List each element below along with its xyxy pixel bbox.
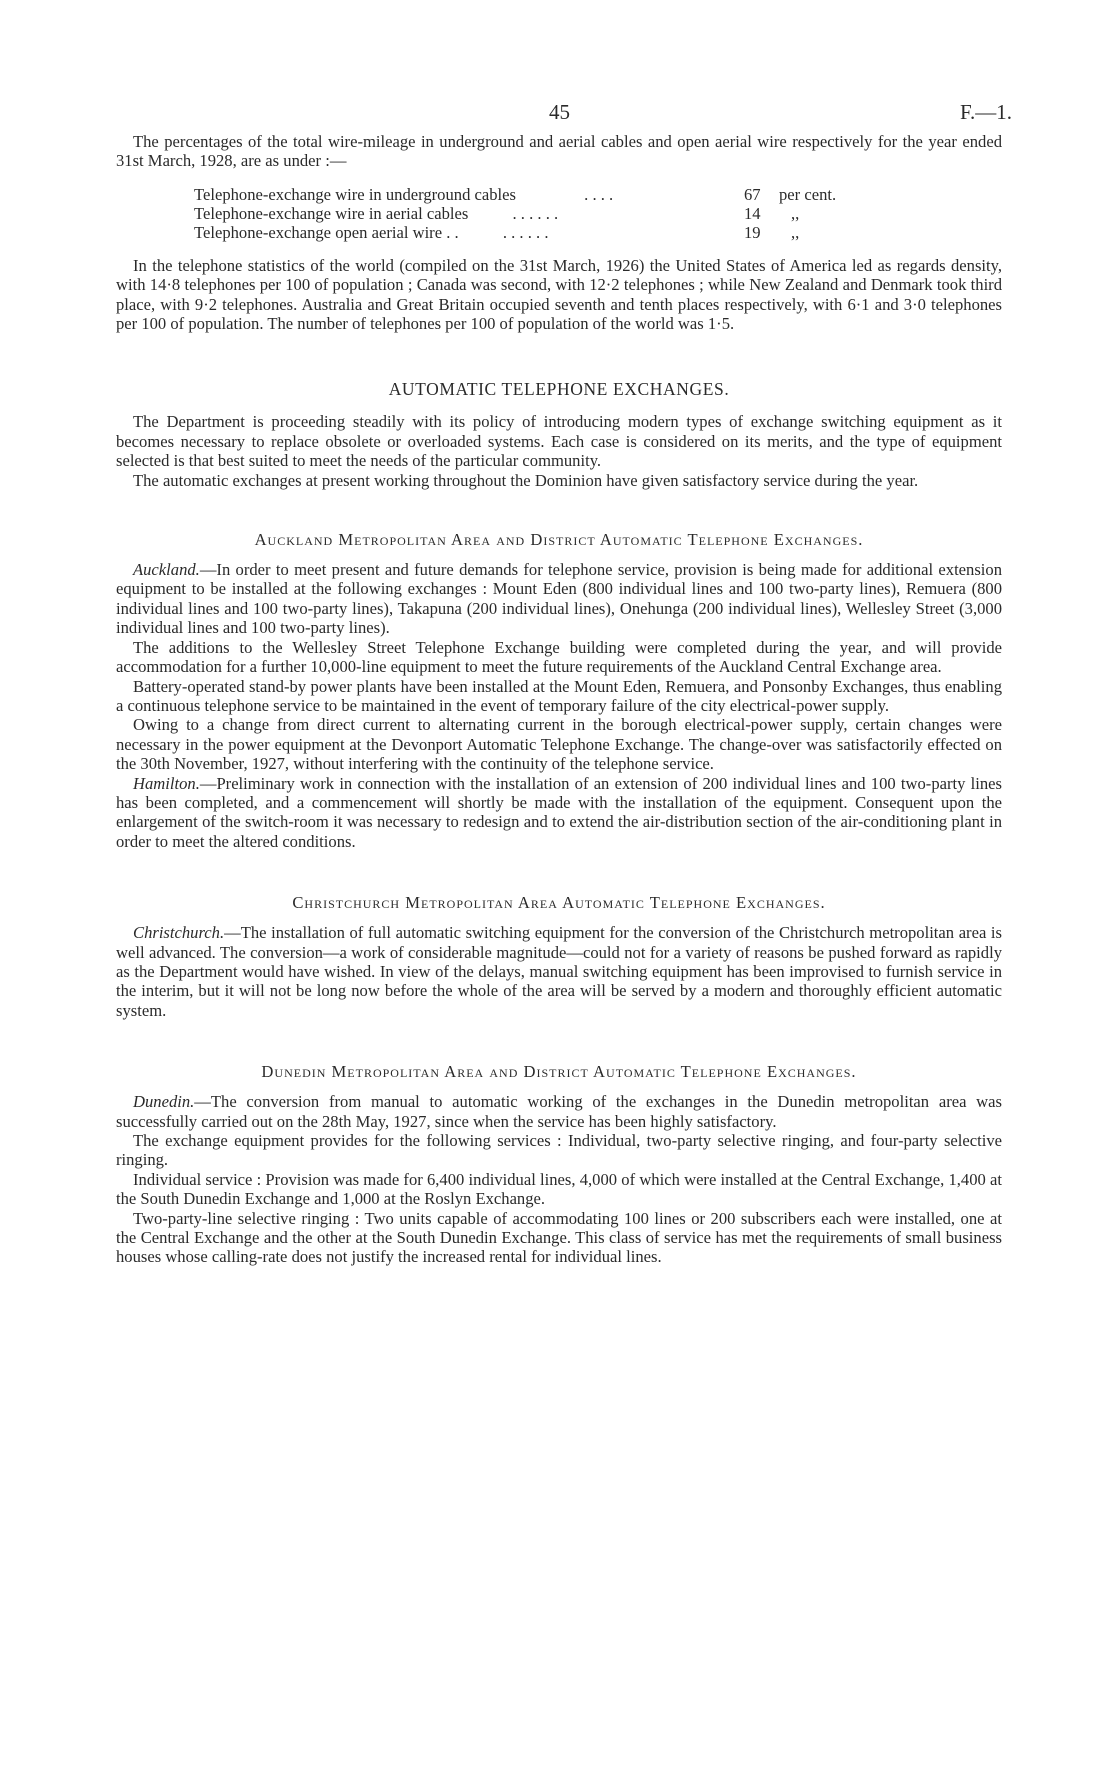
christchurch-paragraph xyxy=(116,923,1002,1020)
table-row xyxy=(194,185,836,204)
document-page xyxy=(116,100,1012,1267)
auckland-heading: Auckland Metropolitan Area and District Automatic Telephone Exchanges. xyxy=(254,530,864,550)
hamilton-lead-title: Hamilton. xyxy=(133,773,200,793)
row-leaders: . . . . . . xyxy=(512,203,559,223)
wire-percentage-table xyxy=(194,185,836,242)
dunedin-lead-paragraph xyxy=(116,1092,1002,1131)
dunedin-paragraph: The exchange equipment provides for the following services : Individual, two-party selective ringing, and four-party selective ringing. xyxy=(116,1131,1002,1170)
row-leaders: . . . . xyxy=(584,184,614,204)
auckland-paragraph: Owing to a change from direct current to alternating current in the borough electrical-power supply, certain changes were necessary in the power equipment at the Devonport Automatic Telephone Exchange. The change-over was satisfactorily effected on the 30th November, 1927, without interfering with the continuity of the telephone service. xyxy=(116,715,1002,774)
dunedin-paragraph: Individual service : Provision was made for 6,400 individual lines, 4,000 of which were installed at the Central Exchange, 1,400 at the South Dunedin Exchange and 1,000 at the Roslyn Exchange. xyxy=(116,1169,1002,1209)
table-cell-label xyxy=(194,185,744,204)
automatic-exchanges-paragraph: The Department is proceeding steadily with its policy of introducing modern types of exchange switching equipment as it becomes necessary to replace obsolete or overloaded systems. Each case is considered on its merits, and the type of equipment selected is that best suited to meet the needs of the particular community. xyxy=(116,412,1002,471)
page-header xyxy=(116,100,1012,132)
document-reference: F.—1. xyxy=(960,100,1012,124)
row-value: 19 xyxy=(744,222,761,242)
world-statistics-paragraph: In the telephone statistics of the world (compiled on the 31st March, 1926) the United States of America led as regards density, with 14·8 telephones per 100 of population ; Canada was second, with 12·2 telephones ; while New Zealand and Denmark took third place, with 9·2 telephones. Australia and Great Britain occupied seventh and tenth places respectively, with 6·1 and 3·0 telephones per 100 of population. The number of telephones per 100 of population of the world was 1·5. xyxy=(116,255,1002,334)
table-row xyxy=(194,223,836,242)
table-cell-label xyxy=(194,223,744,242)
row-unit: per cent. xyxy=(779,184,837,204)
table-row xyxy=(194,204,836,223)
auckland-lead-text: —In order to meet present and future demands for telephone service, provision is being made for additional extension equipment to be installed at the following exchanges : Mount Eden (800 individual lines and 100 two-party lines), Remuera (800 individual lines and 100 two-party lines), Takapuna (200 individual lines), Onehunga (200 individual lines), Wellesley Street (3,000 individual lines and 100 two-party lines). xyxy=(116,560,1002,638)
auckland-lead-title: Auckland. xyxy=(133,560,200,580)
row-unit: ,, xyxy=(791,222,800,242)
automatic-exchanges-heading: AUTOMATIC TELEPHONE EXCHANGES. xyxy=(388,379,730,400)
christchurch-heading: Christchurch Metropolitan Area Automatic Telephone Exchanges. xyxy=(292,893,826,913)
dunedin-lead-text: —The conversion from manual to automatic working of the exchanges in the Dunedin metropolitan area was successfully carried out on the 28th May, 1927, since when the service has been highly satisfactory. xyxy=(116,1092,1002,1131)
row-value: 14 xyxy=(744,203,761,223)
dunedin-lead-title: Dunedin. xyxy=(133,1092,195,1112)
christchurch-lead-title: Christchurch. xyxy=(133,923,225,943)
dunedin-heading: Dunedin Metropolitan Area and District Automatic Telephone Exchanges. xyxy=(261,1062,857,1082)
hamilton-paragraph xyxy=(116,774,1002,852)
table-cell-label xyxy=(194,204,744,223)
row-value: 67 xyxy=(744,184,761,204)
row-leaders: . . . . . . xyxy=(502,222,549,242)
row-unit: ,, xyxy=(791,203,800,223)
row-label: Telephone-exchange open aerial wire . . xyxy=(194,222,459,242)
hamilton-lead-text: —Preliminary work in connection with the installation of an extension of 200 individual lines and 100 two-party lines has been completed, and a commencement will shortly be made with the installation of the equipment. Consequent upon the enlargement of the switch-room it was necessary to redesign and to extend the air-distribution section of the air-conditioning plant in order to meet the altered conditions. xyxy=(116,773,1002,851)
auckland-lead-paragraph xyxy=(116,560,1002,638)
auckland-paragraph: Battery-operated stand-by power plants have been installed at the Mount Eden, Remuera, and Ponsonby Exchanges, thus enabling a continuous telephone service to be maintained in the event of temporary failure of the city electrical-power supply. xyxy=(116,676,1002,715)
christchurch-lead-text: —The installation of full automatic switching equipment for the conversion of the Christchurch metropolitan area is well advanced. The conversion—a work of considerable magnitude—could not for a variety of reasons be pushed forward as rapidly as the Department would have wished. In view of the delays, manual switching equipment has been improvised to furnish service in the interim, but it will not be long now before the whole of the area will be served by a modern and thoroughly efficient automatic system. xyxy=(116,923,1002,1020)
automatic-exchanges-paragraph: The automatic exchanges at present working throughout the Dominion have given satisfactory service during the year. xyxy=(133,470,919,490)
dunedin-paragraph: Two-party-line selective ringing : Two units capable of accommodating 100 lines or 200 subscribers each were installed, one at the Central Exchange and the other at the South Dunedin Exchange. This class of service has met the requirements of small business houses whose calling-rate does not justify the increased rental for individual lines. xyxy=(116,1208,1002,1267)
page-number: 45 xyxy=(549,100,570,124)
intro-paragraph: The percentages of the total wire-mileage in underground and aerial cables and open aerial wire respectively for the year ended 31st March, 1928, are as under :— xyxy=(116,132,1002,171)
auckland-paragraph: The additions to the Wellesley Street Telephone Exchange building were completed during the year, and will provide accommodation for a further 10,000-line equipment to meet the future requirements of the Auckland Central Exchange area. xyxy=(116,637,1002,677)
row-label: Telephone-exchange wire in underground cables xyxy=(194,184,516,204)
row-label: Telephone-exchange wire in aerial cables xyxy=(194,203,469,223)
